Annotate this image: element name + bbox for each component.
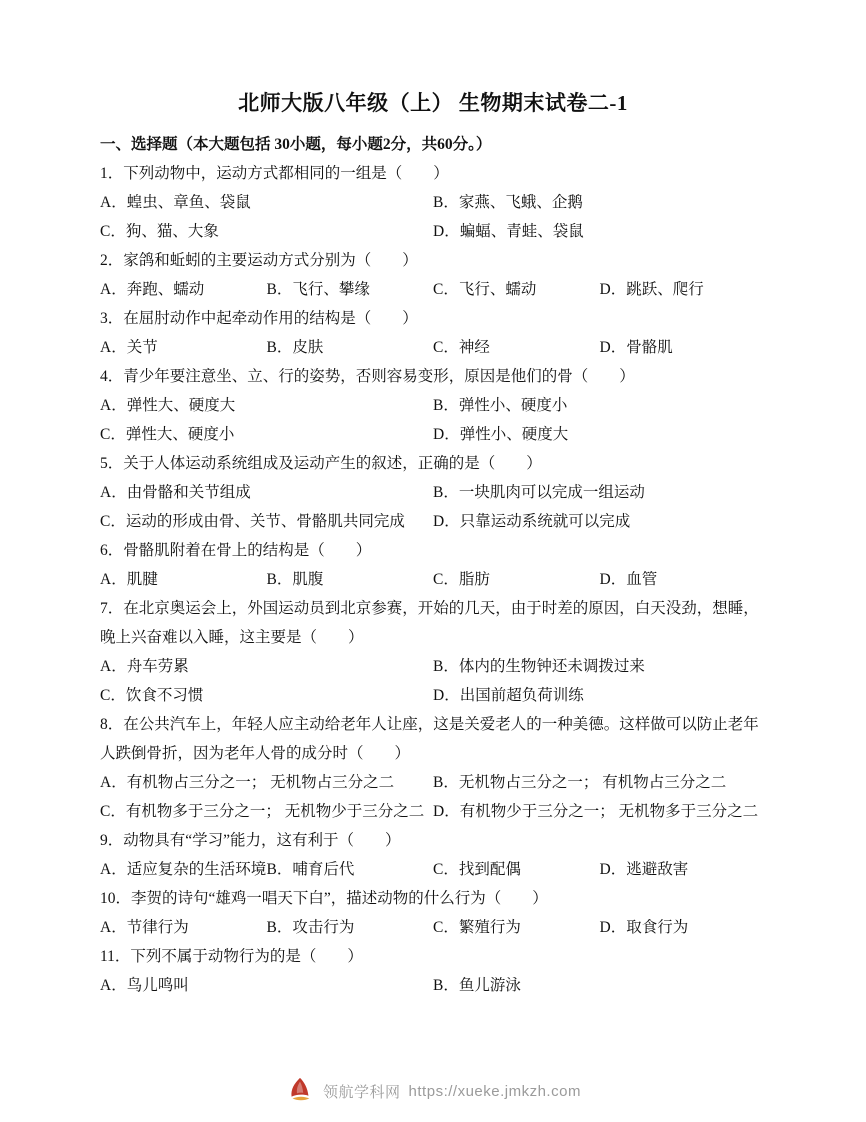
option: D．血管 [599,571,658,588]
option-row [100,188,766,217]
option-row [100,652,766,681]
option: B．无机物占三分之一； 有机物占三分之二 [433,774,727,791]
site-logo-icon [285,1076,315,1106]
option-row [100,478,766,507]
footer [0,1076,866,1106]
option-row [100,768,766,797]
option-row [100,507,766,536]
question-stem: 11．下列不属于动物行为的是（ ） [100,948,363,965]
option-row [100,420,766,449]
option: C．弹性大、硬度小 [100,426,235,443]
question-stem: 2．家鸽和蚯蚓的主要运动方式分别为（ ） [100,252,418,269]
option-row [100,333,766,362]
option: A．关节 [100,339,158,356]
option: C．饮食不习惯 [100,687,204,704]
option: B．攻击行为 [266,919,355,936]
option: B．皮肤 [266,339,324,356]
section-header: 一、选择题（本大题包括 30小题，每小题2分，共60分。） [100,136,492,153]
question-stem: 10．李贺的诗句“雄鸡一唱天下白”，描述动物的什么行为（ ） [100,890,548,907]
option-row [100,913,766,942]
question-stem: 5．关于人体运动系统组成及运动产生的叙述，正确的是（ ） [100,455,542,472]
option: D．逃避敌害 [599,861,689,878]
question-stem: 9．动物具有“学习”能力，这有利于（ ） [100,832,401,849]
option-row [100,217,766,246]
option: B．一块肌肉可以完成一组运动 [433,484,645,501]
option: D．骨骼肌 [599,339,673,356]
footer-site-name: 领航学科网 [323,1083,401,1101]
question-stem: 6．骨骼肌附着在骨上的结构是（ ） [100,542,372,559]
option: D．只靠运动系统就可以完成 [433,513,631,530]
option: B．家燕、飞蛾、企鹅 [433,194,583,211]
question-stem: 7．在北京奥运会上，外国运动员到北京参赛，开始的几天，由于时差的原因，白天没劲，想睡，晚上兴奋难以入睡，这主要是（ ） [100,600,759,646]
option-row [100,275,766,304]
option: A．奔跑、蠕动 [100,281,205,298]
option: A．节律行为 [100,919,189,936]
option: A．由骨骼和关节组成 [100,484,251,501]
option: A．舟车劳累 [100,658,189,675]
option: B．体内的生物钟还未调拨过来 [433,658,645,675]
option: D．蝙蝠、青蛙、袋鼠 [433,223,584,240]
option-row [100,681,766,710]
option-row [100,797,766,826]
option: B．肌腹 [266,571,324,588]
option: C．脂肪 [433,571,490,588]
page-title: 北师大版八年级（上） 生物期末试卷二-1 [238,91,628,115]
option-row [100,565,766,594]
option: B．哺育后代 [266,861,355,878]
option: A．弹性大、硬度大 [100,397,236,414]
option: D．跳跃、爬行 [599,281,704,298]
option: D．弹性小、硬度大 [433,426,569,443]
question-stem: 3．在屈肘动作中起牵动作用的结构是（ ） [100,310,418,327]
questions [100,159,766,1000]
option: A．鸟儿鸣叫 [100,977,189,994]
footer-site-url[interactable]: https://xueke.jmkzh.com [408,1082,581,1100]
option: B．飞行、攀缘 [266,281,370,298]
option: A．肌腱 [100,571,158,588]
option: B．弹性小、硬度小 [433,397,568,414]
question-stem: 8．在公共汽车上，年轻人应主动给老年人让座，这是关爱老人的一种美德。这样做可以防止老年人跌倒骨折，因为老年人骨的成分时（ ） [100,716,759,762]
option: D．取食行为 [599,919,689,936]
question-stem: 4．青少年要注意坐、立、行的姿势，否则容易变形，原因是他们的骨（ ） [100,368,635,385]
question-stem: 1．下列动物中，运动方式都相同的一组是（ ） [100,165,449,182]
option: C．狗、猫、大象 [100,223,219,240]
option: C．有机物多于三分之一； 无机物少于三分之二 [100,803,425,820]
option-row [100,971,766,1000]
option-row [100,391,766,420]
option: D．有机物少于三分之一； 无机物多于三分之二 [433,803,759,820]
option: C．神经 [433,339,490,356]
option: B．鱼儿游泳 [433,977,521,994]
option: A．适应复杂的生活环境 [100,861,267,878]
option-row [100,855,766,884]
option: A．有机物占三分之一； 无机物占三分之二 [100,774,395,791]
option: D．出国前超负荷训练 [433,687,584,704]
option: C．找到配偶 [433,861,521,878]
option: C．飞行、蠕动 [433,281,537,298]
option: C．运动的形成由骨、关节、骨骼肌共同完成 [100,513,405,530]
option: C．繁殖行为 [433,919,521,936]
option: A．蝗虫、章鱼、袋鼠 [100,194,251,211]
